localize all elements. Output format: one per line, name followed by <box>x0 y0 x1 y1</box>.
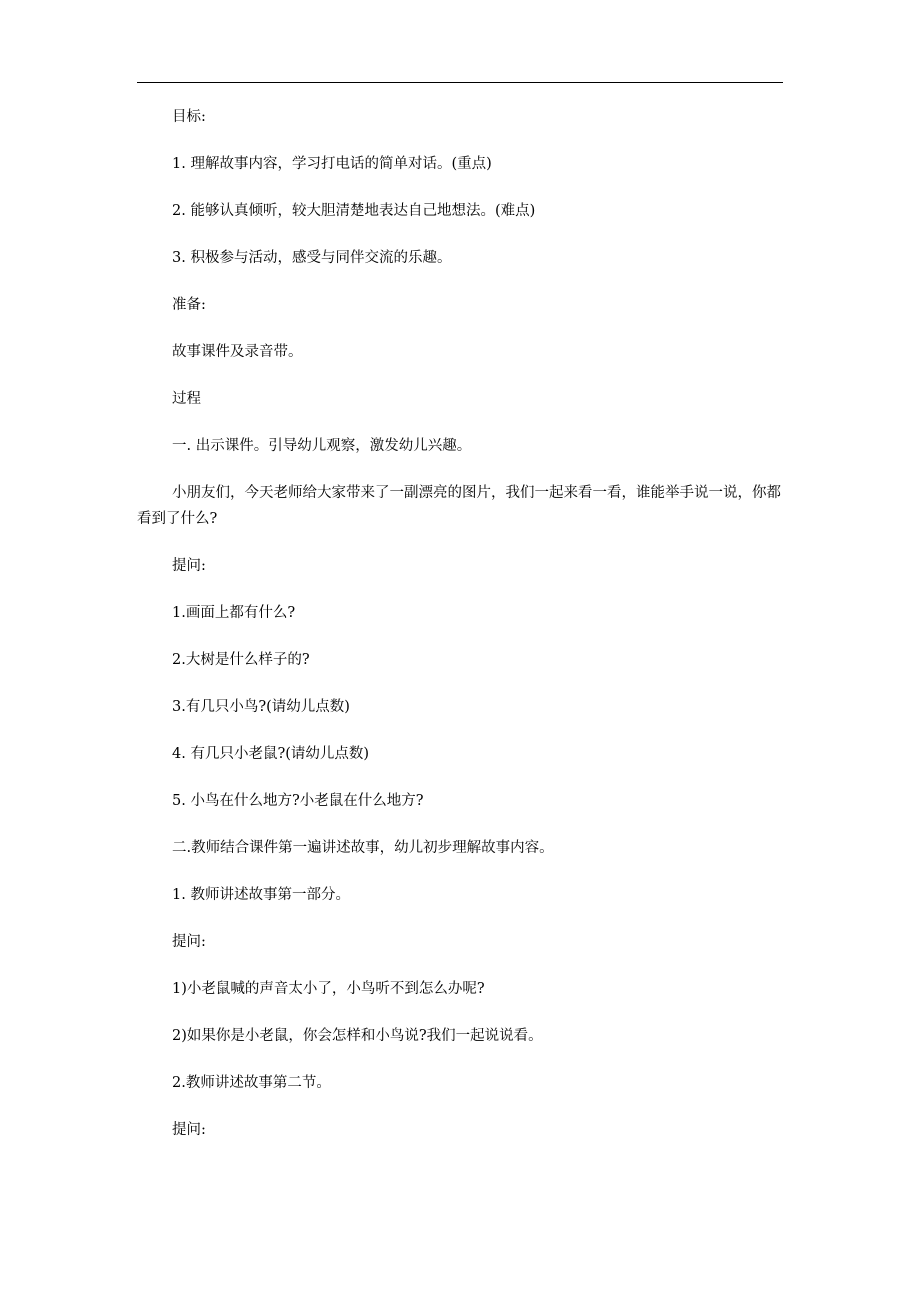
paragraph-question-1: 1.画面上都有什么? <box>172 605 296 621</box>
header-rule <box>137 82 783 83</box>
paragraph-goals-heading: 目标: <box>172 109 206 125</box>
paragraph-goal-3: 3. 积极参与活动，感受与同伴交流的乐趣。 <box>172 250 452 266</box>
paragraph-sub-question-1: 1)小老鼠喊的声音太小了，小鸟听不到怎么办呢? <box>172 981 485 997</box>
paragraph-question-4: 4. 有几只小老鼠?(请幼儿点数) <box>172 746 370 762</box>
paragraph-question-2: 2.大树是什么样子的? <box>172 652 310 668</box>
paragraph-questions-heading-1: 提问: <box>172 558 206 574</box>
paragraph-questions-heading-3: 提问: <box>172 1122 206 1138</box>
paragraph-intro-text: 小朋友们，今天老师给大家带来了一副漂亮的图片，我们一起来看一看，谁能举手说一说，你都看到了什么? <box>137 485 781 527</box>
paragraph-goal-1: 1. 理解故事内容，学习打电话的简单对话。(重点) <box>172 156 492 172</box>
paragraph-process-heading: 过程 <box>172 391 201 407</box>
paragraph-question-5: 5. 小鸟在什么地方?小老鼠在什么地方? <box>172 793 424 809</box>
paragraph-sub-question-2: 2)如果你是小老鼠，你会怎样和小鸟说?我们一起说说看。 <box>172 1028 543 1044</box>
paragraph-goal-2: 2. 能够认真倾听，较大胆清楚地表达自己地想法。(难点) <box>172 203 536 219</box>
document-body <box>137 104 783 1143</box>
paragraph-preparation: 故事课件及录音带。 <box>172 344 303 360</box>
paragraph-step-2-part-2: 2.教师讲述故事第二节。 <box>172 1075 331 1091</box>
paragraph-step-2: 二.教师结合课件第一遍讲述故事，幼儿初步理解故事内容。 <box>172 840 554 856</box>
paragraph-preparation-heading: 准备: <box>172 297 206 313</box>
paragraph-step-1: 一. 出示课件。引导幼儿观察，激发幼儿兴趣。 <box>172 438 472 454</box>
paragraph-questions-heading-2: 提问: <box>172 934 206 950</box>
paragraph-step-2-part-1: 1. 教师讲述故事第一部分。 <box>172 887 350 903</box>
paragraph-question-3: 3.有几只小鸟?(请幼儿点数) <box>172 699 350 715</box>
